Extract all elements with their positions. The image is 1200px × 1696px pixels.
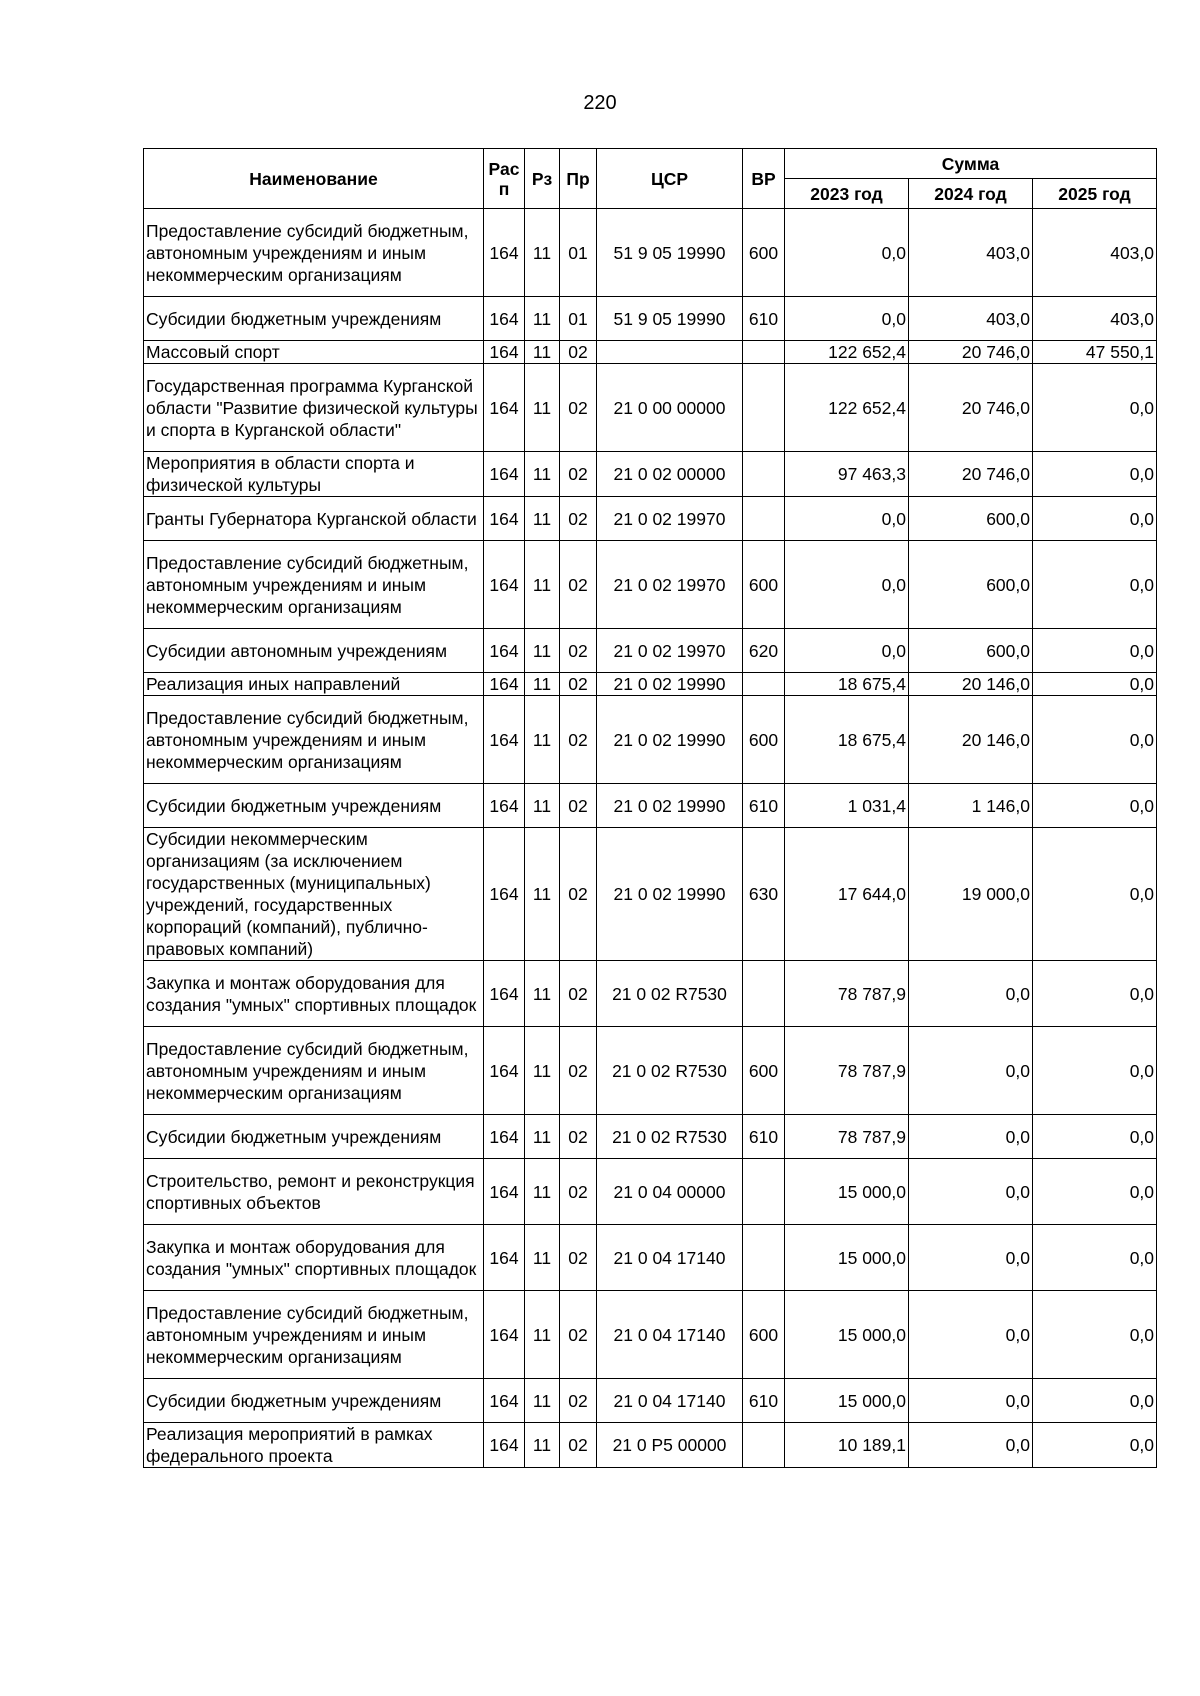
row-csr: 21 0 04 17140 <box>597 1379 743 1423</box>
row-vr <box>743 452 785 497</box>
row-name: Субсидии автономным учреждениям <box>144 629 484 673</box>
row-amount-2023: 17 644,0 <box>785 828 909 961</box>
row-rasp: 164 <box>484 541 525 629</box>
table-row <box>144 1291 1157 1379</box>
row-rasp: 164 <box>484 1423 525 1468</box>
table-row <box>144 341 1157 364</box>
budget-table <box>143 148 1157 1468</box>
row-csr: 21 0 02 R7530 <box>597 961 743 1027</box>
row-pr: 02 <box>560 452 597 497</box>
row-name: Субсидии бюджетным учреждениям <box>144 784 484 828</box>
header-2025: 2025 год <box>1033 179 1157 209</box>
row-amount-2025: 0,0 <box>1033 696 1157 784</box>
row-name: Субсидии бюджетным учреждениям <box>144 1115 484 1159</box>
table-row <box>144 828 1157 961</box>
row-amount-2023: 0,0 <box>785 629 909 673</box>
table-row <box>144 452 1157 497</box>
row-vr: 630 <box>743 828 785 961</box>
row-vr <box>743 1423 785 1468</box>
row-rasp: 164 <box>484 452 525 497</box>
row-amount-2024: 1 146,0 <box>909 784 1033 828</box>
row-amount-2025: 0,0 <box>1033 784 1157 828</box>
row-name: Реализация иных направлений <box>144 673 484 696</box>
row-name: Закупка и монтаж оборудования для создания "умных" спортивных площадок <box>144 1225 484 1291</box>
row-rz: 11 <box>525 696 560 784</box>
row-vr: 610 <box>743 1379 785 1423</box>
row-name: Реализация мероприятий в рамках федерального проекта <box>144 1423 484 1468</box>
row-name: Государственная программа Курганской области "Развитие физической культуры и спорта в Курганской области" <box>144 364 484 452</box>
row-vr <box>743 673 785 696</box>
row-pr: 01 <box>560 297 597 341</box>
row-vr <box>743 341 785 364</box>
table-row <box>144 1159 1157 1225</box>
row-amount-2024: 0,0 <box>909 1423 1033 1468</box>
row-amount-2024: 403,0 <box>909 297 1033 341</box>
row-amount-2025: 0,0 <box>1033 452 1157 497</box>
table-row <box>144 1027 1157 1115</box>
row-amount-2025: 0,0 <box>1033 673 1157 696</box>
row-name: Предоставление субсидий бюджетным, автономным учреждениям и иным некоммерческим организациям <box>144 1027 484 1115</box>
row-pr: 02 <box>560 364 597 452</box>
row-vr <box>743 497 785 541</box>
row-amount-2023: 78 787,9 <box>785 1027 909 1115</box>
row-amount-2025: 403,0 <box>1033 209 1157 297</box>
row-amount-2023: 122 652,4 <box>785 364 909 452</box>
row-pr: 01 <box>560 209 597 297</box>
row-amount-2023: 15 000,0 <box>785 1379 909 1423</box>
row-amount-2025: 0,0 <box>1033 541 1157 629</box>
row-csr: 21 0 02 19990 <box>597 696 743 784</box>
row-vr <box>743 1159 785 1225</box>
row-rasp: 164 <box>484 1225 525 1291</box>
row-amount-2023: 18 675,4 <box>785 696 909 784</box>
header-sum: Сумма <box>785 149 1157 179</box>
row-name: Мероприятия в области спорта и физической культуры <box>144 452 484 497</box>
row-rz: 11 <box>525 364 560 452</box>
row-rasp: 164 <box>484 629 525 673</box>
row-amount-2024: 0,0 <box>909 1379 1033 1423</box>
row-csr: 21 0 02 19990 <box>597 784 743 828</box>
row-vr: 600 <box>743 696 785 784</box>
row-rz: 11 <box>525 1291 560 1379</box>
table-row <box>144 1379 1157 1423</box>
row-vr: 610 <box>743 1115 785 1159</box>
table-row <box>144 961 1157 1027</box>
row-amount-2025: 47 550,1 <box>1033 341 1157 364</box>
row-pr: 02 <box>560 497 597 541</box>
row-pr: 02 <box>560 341 597 364</box>
row-rz: 11 <box>525 1027 560 1115</box>
row-amount-2025: 0,0 <box>1033 961 1157 1027</box>
row-amount-2023: 0,0 <box>785 209 909 297</box>
row-pr: 02 <box>560 541 597 629</box>
row-amount-2023: 78 787,9 <box>785 961 909 1027</box>
row-csr <box>597 341 743 364</box>
row-amount-2025: 0,0 <box>1033 497 1157 541</box>
header-csr: ЦСР <box>597 149 743 209</box>
header-2024: 2024 год <box>909 179 1033 209</box>
row-amount-2024: 600,0 <box>909 541 1033 629</box>
table-row <box>144 497 1157 541</box>
row-rz: 11 <box>525 1159 560 1225</box>
row-pr: 02 <box>560 1379 597 1423</box>
row-csr: 21 0 02 19990 <box>597 828 743 961</box>
row-rasp: 164 <box>484 673 525 696</box>
row-amount-2024: 20 146,0 <box>909 673 1033 696</box>
row-rz: 11 <box>525 828 560 961</box>
row-amount-2024: 20 146,0 <box>909 696 1033 784</box>
row-rasp: 164 <box>484 961 525 1027</box>
row-amount-2023: 15 000,0 <box>785 1159 909 1225</box>
table-row <box>144 541 1157 629</box>
row-rz: 11 <box>525 961 560 1027</box>
row-rz: 11 <box>525 629 560 673</box>
row-name: Предоставление субсидий бюджетным, автономным учреждениям и иным некоммерческим организациям <box>144 696 484 784</box>
row-amount-2024: 0,0 <box>909 1291 1033 1379</box>
row-pr: 02 <box>560 1027 597 1115</box>
row-rz: 11 <box>525 1423 560 1468</box>
row-amount-2024: 0,0 <box>909 1027 1033 1115</box>
header-rz: Рз <box>525 149 560 209</box>
row-vr: 600 <box>743 1027 785 1115</box>
row-amount-2023: 18 675,4 <box>785 673 909 696</box>
row-rz: 11 <box>525 341 560 364</box>
row-vr <box>743 364 785 452</box>
row-name: Предоставление субсидий бюджетным, автономным учреждениям и иным некоммерческим организациям <box>144 209 484 297</box>
table-row <box>144 209 1157 297</box>
header-rasp: Рас п <box>484 149 525 209</box>
row-csr: 21 0 00 00000 <box>597 364 743 452</box>
row-rasp: 164 <box>484 297 525 341</box>
row-amount-2024: 20 746,0 <box>909 452 1033 497</box>
row-pr: 02 <box>560 961 597 1027</box>
row-amount-2025: 0,0 <box>1033 1379 1157 1423</box>
row-rasp: 164 <box>484 696 525 784</box>
row-amount-2023: 0,0 <box>785 541 909 629</box>
row-name: Закупка и монтаж оборудования для создания "умных" спортивных площадок <box>144 961 484 1027</box>
row-csr: 21 0 02 19970 <box>597 629 743 673</box>
row-amount-2024: 20 746,0 <box>909 341 1033 364</box>
row-amount-2023: 10 189,1 <box>785 1423 909 1468</box>
row-amount-2023: 122 652,4 <box>785 341 909 364</box>
row-amount-2025: 0,0 <box>1033 364 1157 452</box>
row-amount-2024: 600,0 <box>909 629 1033 673</box>
header-2023: 2023 год <box>785 179 909 209</box>
row-amount-2025: 0,0 <box>1033 629 1157 673</box>
header-pr: Пр <box>560 149 597 209</box>
row-rasp: 164 <box>484 1027 525 1115</box>
row-csr: 21 0 02 R7530 <box>597 1027 743 1115</box>
row-rz: 11 <box>525 784 560 828</box>
row-amount-2025: 0,0 <box>1033 1159 1157 1225</box>
row-csr: 21 0 04 17140 <box>597 1225 743 1291</box>
row-rz: 11 <box>525 209 560 297</box>
row-pr: 02 <box>560 784 597 828</box>
row-csr: 21 0 P5 00000 <box>597 1423 743 1468</box>
table-row <box>144 1225 1157 1291</box>
row-amount-2025: 403,0 <box>1033 297 1157 341</box>
row-vr: 620 <box>743 629 785 673</box>
row-rz: 11 <box>525 673 560 696</box>
row-rasp: 164 <box>484 1115 525 1159</box>
row-amount-2024: 19 000,0 <box>909 828 1033 961</box>
row-rz: 11 <box>525 297 560 341</box>
row-name: Предоставление субсидий бюджетным, автономным учреждениям и иным некоммерческим организациям <box>144 541 484 629</box>
header-vr: ВР <box>743 149 785 209</box>
row-csr: 51 9 05 19990 <box>597 209 743 297</box>
row-vr: 610 <box>743 784 785 828</box>
row-amount-2025: 0,0 <box>1033 1423 1157 1468</box>
table-row <box>144 784 1157 828</box>
row-name: Гранты Губернатора Курганской области <box>144 497 484 541</box>
row-rasp: 164 <box>484 1159 525 1225</box>
row-amount-2023: 78 787,9 <box>785 1115 909 1159</box>
row-pr: 02 <box>560 1225 597 1291</box>
row-amount-2025: 0,0 <box>1033 1291 1157 1379</box>
row-csr: 21 0 02 19970 <box>597 497 743 541</box>
row-amount-2025: 0,0 <box>1033 1115 1157 1159</box>
row-amount-2025: 0,0 <box>1033 828 1157 961</box>
row-rz: 11 <box>525 1115 560 1159</box>
row-vr: 600 <box>743 541 785 629</box>
header-name: Наименование <box>144 149 484 209</box>
row-amount-2023: 15 000,0 <box>785 1225 909 1291</box>
row-csr: 21 0 02 19970 <box>597 541 743 629</box>
row-vr <box>743 1225 785 1291</box>
row-amount-2023: 1 031,4 <box>785 784 909 828</box>
row-amount-2024: 0,0 <box>909 1115 1033 1159</box>
row-amount-2024: 403,0 <box>909 209 1033 297</box>
row-pr: 02 <box>560 828 597 961</box>
row-rasp: 164 <box>484 497 525 541</box>
row-vr: 610 <box>743 297 785 341</box>
row-rz: 11 <box>525 1379 560 1423</box>
table-row <box>144 629 1157 673</box>
row-pr: 02 <box>560 673 597 696</box>
row-amount-2023: 0,0 <box>785 297 909 341</box>
row-vr <box>743 961 785 1027</box>
row-vr: 600 <box>743 1291 785 1379</box>
table-row <box>144 696 1157 784</box>
row-name: Субсидии бюджетным учреждениям <box>144 297 484 341</box>
row-amount-2024: 0,0 <box>909 1225 1033 1291</box>
row-rz: 11 <box>525 497 560 541</box>
row-pr: 02 <box>560 1423 597 1468</box>
row-rasp: 164 <box>484 784 525 828</box>
row-pr: 02 <box>560 1159 597 1225</box>
row-rasp: 164 <box>484 828 525 961</box>
row-amount-2024: 600,0 <box>909 497 1033 541</box>
row-name: Субсидии бюджетным учреждениям <box>144 1379 484 1423</box>
table-row <box>144 1423 1157 1468</box>
row-amount-2023: 0,0 <box>785 497 909 541</box>
row-rasp: 164 <box>484 364 525 452</box>
table-header <box>144 149 1157 209</box>
row-amount-2024: 0,0 <box>909 961 1033 1027</box>
row-csr: 21 0 02 00000 <box>597 452 743 497</box>
table-row <box>144 1115 1157 1159</box>
row-amount-2023: 15 000,0 <box>785 1291 909 1379</box>
row-csr: 21 0 04 00000 <box>597 1159 743 1225</box>
row-pr: 02 <box>560 1115 597 1159</box>
row-name: Субсидии некоммерческим организациям (за исключением государственных (муниципальных) учреждений, государственных корпораций (компаний), публично-правовых компаний) <box>144 828 484 961</box>
row-vr: 600 <box>743 209 785 297</box>
row-csr: 21 0 02 19990 <box>597 673 743 696</box>
row-pr: 02 <box>560 1291 597 1379</box>
row-name: Предоставление субсидий бюджетным, автономным учреждениям и иным некоммерческим организациям <box>144 1291 484 1379</box>
row-rz: 11 <box>525 541 560 629</box>
row-name: Массовый спорт <box>144 341 484 364</box>
row-amount-2025: 0,0 <box>1033 1027 1157 1115</box>
table-row <box>144 364 1157 452</box>
row-rasp: 164 <box>484 341 525 364</box>
row-rz: 11 <box>525 1225 560 1291</box>
row-rasp: 164 <box>484 209 525 297</box>
row-amount-2024: 20 746,0 <box>909 364 1033 452</box>
row-name: Строительство, ремонт и реконструкция спортивных объектов <box>144 1159 484 1225</box>
row-amount-2023: 97 463,3 <box>785 452 909 497</box>
row-csr: 21 0 04 17140 <box>597 1291 743 1379</box>
row-amount-2024: 0,0 <box>909 1159 1033 1225</box>
row-amount-2025: 0,0 <box>1033 1225 1157 1291</box>
row-rasp: 164 <box>484 1291 525 1379</box>
row-rz: 11 <box>525 452 560 497</box>
table-row <box>144 297 1157 341</box>
row-csr: 51 9 05 19990 <box>597 297 743 341</box>
row-pr: 02 <box>560 696 597 784</box>
row-pr: 02 <box>560 629 597 673</box>
row-rasp: 164 <box>484 1379 525 1423</box>
row-csr: 21 0 02 R7530 <box>597 1115 743 1159</box>
page-number: 220 <box>583 92 617 114</box>
table-row <box>144 673 1157 696</box>
table-body <box>144 209 1157 1468</box>
